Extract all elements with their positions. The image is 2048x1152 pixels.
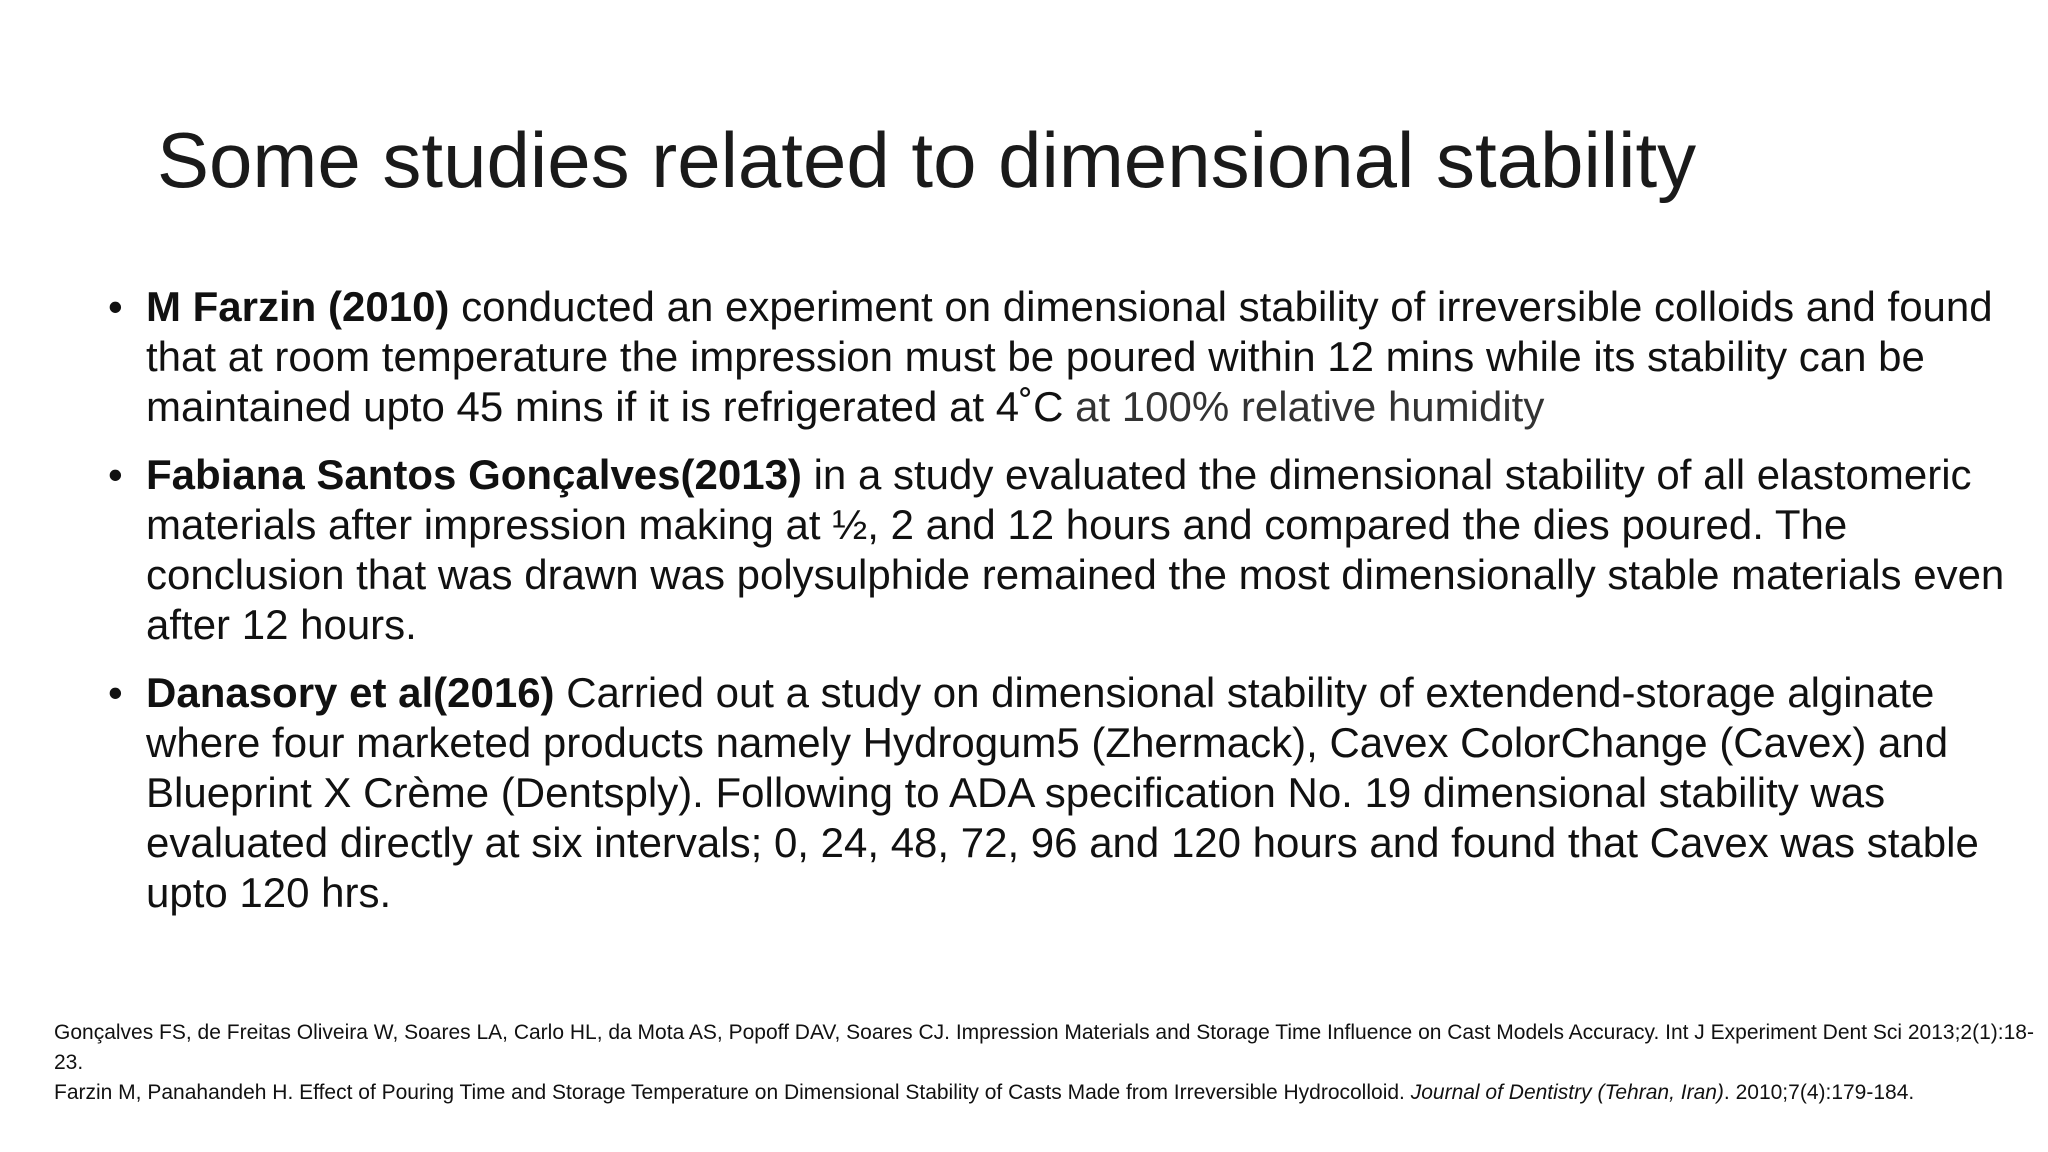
slide-title: Some studies related to dimensional stability (157, 116, 1697, 204)
bullet-goncalves-text: in a study evaluated the dimensional stability of all elastomeric materials after impression making at ½, 2 and 12 hours and compared the dies poured. The conclusion that was drawn was polysulphide remained the most dimensionally stable materials even after 12 hours. (146, 451, 2005, 648)
bullet-farzin-lead: M Farzin (2010) (146, 283, 450, 330)
bullet-danasory-text: Carried out a study on dimensional stability of extendend-storage alginate where four marketed products namely Hydrogum5 (Zhermack), Cavex ColorChange (Cavex) and Blueprint X Crème (Dentsply). Following to ADA specification No. 19 dimensional stability was evaluated directly at six intervals; 0, 24, 48, 72, 96 and 120 hours and found that Cavex was stable upto 120 hrs. (146, 669, 1979, 916)
reference-farzin (54, 1078, 2034, 1108)
bullet-farzin (108, 282, 2008, 432)
bullet-danasory-lead: Danasory et al(2016) (146, 669, 555, 716)
bullet-dot-icon: • (108, 669, 123, 716)
references (54, 1018, 2034, 1108)
reference-farzin-journal: Journal of Dentistry (Tehran, Iran) (1410, 1081, 1724, 1104)
bullet-farzin-text: conducted an experiment on dimensional stability of irreversible colloids and found that at room temperature the impression must be poured within 12 mins while its stability can be maintained upto 45 mins if it is refrigerated at 4˚C (146, 283, 1993, 430)
bullet-dot-icon: • (108, 451, 123, 498)
bullet-farzin-tail: at 100% relative humidity (1063, 383, 1545, 430)
bullet-goncalves (108, 450, 2008, 650)
bullet-dot-icon: • (108, 283, 123, 330)
bullet-danasory (108, 668, 2008, 918)
reference-goncalves: Gonçalves FS, de Freitas Oliveira W, Soares LA, Carlo HL, da Mota AS, Popoff DAV, Soares CJ. Impression Materials and Storage Time Influence on Cast Models Accuracy. Int J Experiment Dent Sci 2013;2(1):18-23. (54, 1021, 2034, 1074)
reference-farzin-main: Farzin M, Panahandeh H. Effect of Pouring Time and Storage Temperature on Dimensional Stability of Casts Made from Irreversible Hydrocolloid. (54, 1081, 1411, 1104)
bullet-goncalves-lead: Fabiana Santos Gonçalves(2013) (146, 451, 802, 498)
bullet-list (108, 282, 2008, 936)
reference-farzin-tail: . 2010;7(4):179-184. (1723, 1081, 1915, 1104)
